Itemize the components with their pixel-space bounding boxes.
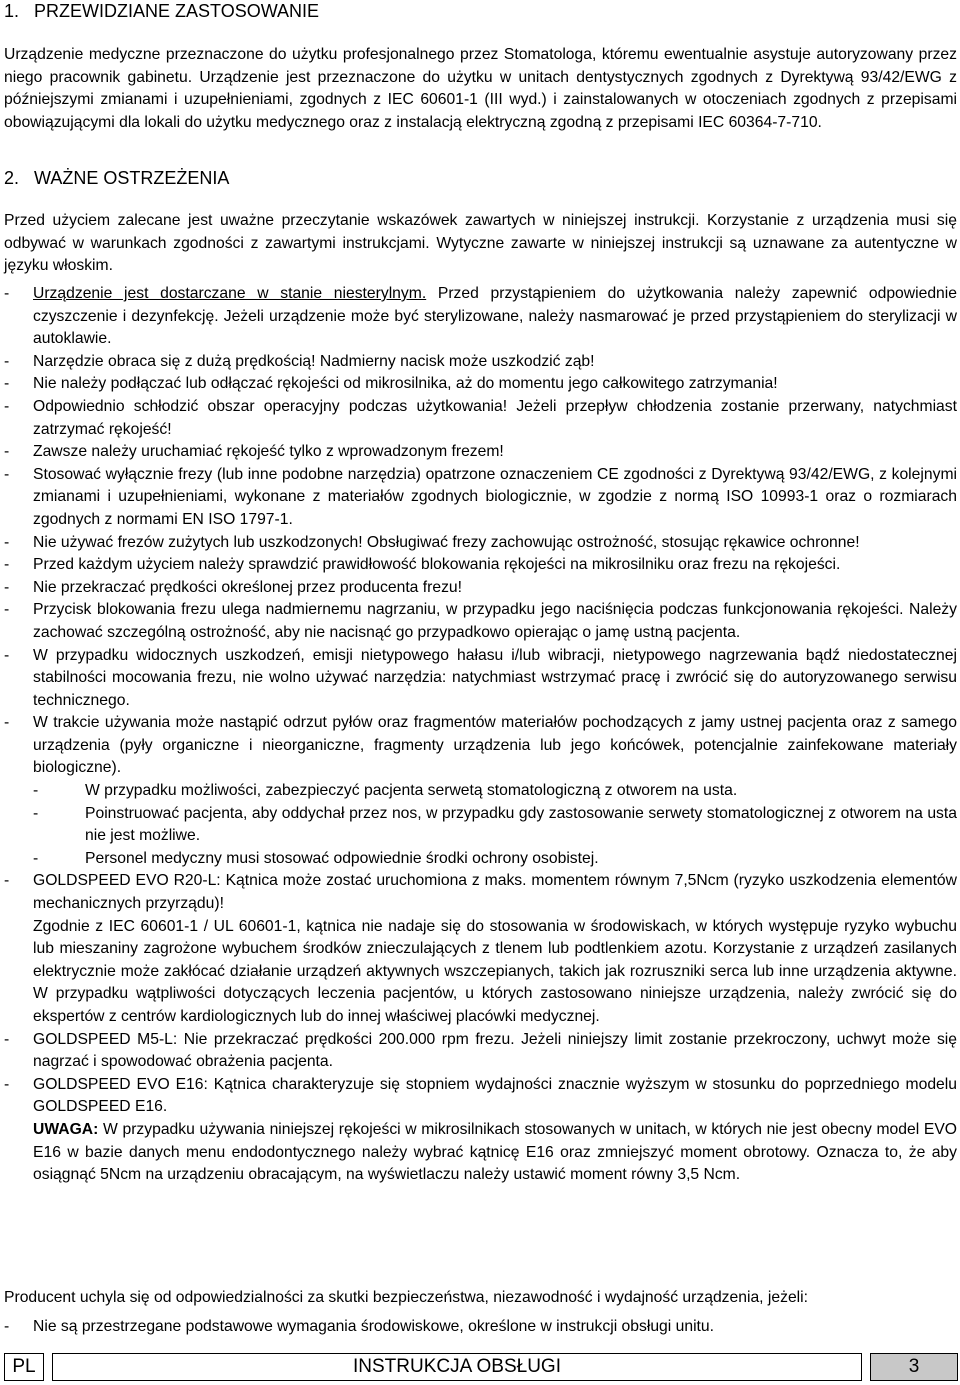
section-1-heading: 1. PRZEWIDZIANE ZASTOSOWANIE — [4, 1, 320, 21]
sub-list-item-text: W przypadku możliwości, zabezpieczyć pacjenta serwetą stomatologiczną z otworem na usta. — [85, 782, 738, 800]
list-item-text: W trakcie używania może nastąpić odrzut pyłów oraz fragmentów materiałów pochodzących z jamy ustnej pacjenta oraz z samego urządzenia (pyły organiczne i nieorganiczne, fragmenty urządzenia lub jego końcówek, potencjalnie zainfekowane materiały biologiczne). — [33, 714, 957, 777]
list-item-text: Stosować wyłącznie frezy (lub inne podobne narzędzia) opatrzone oznaczeniem CE zgodności z Dyrektywą 93/42/EWG, z kolejnymi zmianami i uzupełnieniami, wykonane z materiałów zgodnych biologicznie, w zgodzie z normą ISO 10993-1 oraz o rozmiarach zgodnych z normami EN ISO 1797-1. — [33, 465, 957, 528]
list-dash: - — [33, 782, 39, 800]
list-item — [4, 645, 957, 713]
sub-list-item-text: Poinstruować pacjenta, aby oddychał przez nos, w przypadku gdy zastosowanie serwety stomatologicznej z otworem na usta nie jest możliwe. — [85, 804, 957, 845]
list-dash: - — [4, 1075, 10, 1093]
list-item-text: Nie są przestrzegane podstawowe wymagania środowiskowe, określone w instrukcji obsługi unitu. — [33, 1318, 714, 1335]
list-item-text: Przed przystąpieniem do użytkowania należy zapewnić odpowiednie czyszczenie i dezynfekcję. Jeżeli urządzenie może być sterylizowane, należy nasmarować je przed przystąpieniem do sterylizacji w autoklawie. — [33, 285, 957, 348]
footer-title: INSTRUKCJA OBSŁUGI — [52, 1353, 862, 1381]
list-item — [4, 283, 957, 351]
list-item — [4, 464, 957, 532]
list-dash: - — [4, 285, 10, 302]
list-dash: - — [4, 465, 10, 483]
warnings-intro-paragraph: Przed użyciem zalecane jest uważne przeczytanie wskazówek zawartych w niniejszej instrukcji. Korzystanie z urządzenia musi się odbywać w warunkach zgodności z zawartymi instrukcjami. Wytyczne zawarte w niniejszej instrukcji są uznawane za autentyczne w języku włoskim. — [4, 212, 957, 275]
footer-language: PL — [4, 1353, 44, 1381]
list-item — [4, 577, 957, 600]
list-item-text: W przypadku używania niniejszej rękojeści w mikrosilnikach stosowanych w unitach, w których nie jest obecny model EVO E16 w bazie danych menu endodontycznego należy wybrać kątnicę E16 oraz zmniejszyć moment obrotowy. Oznacza to, że aby osiągnąć 5Ncm na urządzeniu obracającym, na wyświetlaczu należy ustawić moment równy 3,5 Ncm. — [33, 1120, 957, 1184]
list-dash: - — [4, 443, 10, 461]
list-item-text: Nie należy podłączać lub odłączać rękojeści od mikrosilnika, aż do momentu jego całkowitego zatrzymania! — [33, 375, 778, 393]
list-item-continuation: Zgodnie z IEC 60601-1 / UL 60601-1, kątnica nie nadaje się do stosowania w środowiskach, w których występuje ryzyko wybuchu lub mieszaniny zagrożone wybuchem środków znieczulających z tlenem lub podtlenkiem azotu. Korzystanie z urządzeń zasilanych elektrycznie może zakłócać działanie urządzeń aktywnych wszczepianych, takich jak rozruszniki serca lub inne urządzenia aktywne. W przypadku wątpliwości dotyczących leczenia pacjentów, u których zastosowano niniejsze urządzenia, należy zwrócić się do ekspertów z centrów kardiologicznych lub do innej właściwej placówki medycznej. — [33, 917, 957, 1025]
list-dash: - — [4, 714, 10, 732]
list-item-text: GOLDSPEED EVO E16: Kątnica charakteryzuje się stopniem wydajności znacznie wyższym w stosunku do poprzedniego modelu GOLDSPEED E16. — [33, 1075, 957, 1116]
sub-list-item-text: Personel medyczny musi stosować odpowiednie środki ochrony osobistej. — [85, 849, 599, 867]
list-dash: - — [4, 352, 10, 370]
sub-list-item — [4, 803, 957, 848]
list-item — [4, 1316, 960, 1339]
list-item — [4, 441, 957, 464]
list-dash: - — [4, 1318, 10, 1335]
list-dash: - — [33, 849, 39, 867]
list-dash: - — [4, 375, 10, 393]
list-item — [4, 1029, 957, 1074]
list-item — [4, 1074, 957, 1119]
list-dash: - — [33, 804, 39, 822]
list-item — [4, 712, 957, 780]
warning-label: UWAGA: — [33, 1120, 99, 1138]
page-footer — [0, 1353, 960, 1383]
producer-disclaimer: Producent uchyla się od odpowiedzialności za skutki bezpieczeństwa, niezawodność i wydajność urządzenia, jeżeli: — [4, 1289, 808, 1306]
section-2-heading: 2. WAŻNE OSTRZEŻENIA — [4, 168, 230, 188]
list-item — [4, 532, 957, 555]
list-item-text: Przycisk blokowania frezu ulega nadmiernemu nagrzaniu, w przypadku jego naciśnięcia podczas funkcjonowania rękojeści. Należy zachować szczególną ostrożność, aby nie nacisnąć go przypadkowo opierając o jamę ustną pacjenta. — [33, 601, 957, 641]
list-item-text: GOLDSPEED M5-L: Nie przekraczać prędkości 200.000 rpm frezu. Jeżeli niniejszy limit zostanie przekroczony, uchwyt może się nagrzać i spowodować obrażenia pacjenta. — [33, 1030, 957, 1071]
list-item — [4, 554, 957, 577]
list-item-text: Odpowiednio schłodzić obszar operacyjny podczas użytkowania! Jeżeli przepływ chłodzenia zostanie przerwany, natychmiast zatrzymać rękojeść! — [33, 397, 957, 438]
list-item-text: Nie używać frezów zużytych lub uszkodzonych! Obsługiwać frezy zachowując ostrożność, stosując rękawice ochronne! — [33, 533, 860, 551]
list-dash: - — [4, 1030, 10, 1048]
list-dash: - — [4, 872, 10, 890]
list-dash: - — [4, 578, 10, 596]
list-item — [4, 870, 957, 915]
list-dash: - — [4, 601, 10, 619]
list-item-text: Zawsze należy uruchamiać rękojeść tylko z wprowadzonym frezem! — [33, 443, 504, 461]
non-sterile-notice: Urządzenie jest dostarczane w stanie niesterylnym. — [33, 285, 427, 302]
sub-list-item — [4, 848, 957, 871]
list-dash: - — [4, 556, 10, 574]
list-dash: - — [4, 533, 10, 551]
list-item-text: GOLDSPEED EVO R20-L: Kątnica może zostać uruchomiona z maks. momentem równym 7,5Ncm (ryzyko uszkodzenia elementów mechanicznych przyrządu)! — [33, 872, 957, 913]
list-item-text: Nie przekraczać prędkości określonej przez producenta frezu! — [33, 578, 462, 596]
list-item — [4, 351, 957, 374]
list-item-text: W przypadku widocznych uszkodzeń, emisji nietypowego hałasu i/lub wibracji, nietypowego nagrzewania bądź niedostatecznej stabilności mocowania frezu, nie wolno używać narzędzia: natychmiast wstrzymać pracę i zwrócić się do autoryzowanego serwisu technicznego. — [33, 646, 957, 709]
list-item-text: Przed każdym użyciem należy sprawdzić prawidłowość blokowania rękojeści na mikrosilniku oraz frezu na rękojeści. — [33, 556, 841, 574]
intended-use-paragraph: Urządzenie medyczne przeznaczone do użytku profesjonalnego przez Stomatologa, któremu ewentualnie asystuje autoryzowany przez niego pracownik gabinetu. Urządzenie jest przeznaczone do użytku w unitach dentystycznych zgodnych z Dyrektywą 93/42/EWG z późniejszymi zmianami i uzupełnieniami, zgodnych z IEC 60601-1 (III wyd.) i zainstalowanych w otoczeniach zgodnych z przepisami obowiązującymi dla lokali do użytku medycznego oraz z instalacją elektryczną zgodną z przepisami IEC 60364-7-710. — [4, 46, 957, 131]
warnings-list — [4, 283, 957, 1187]
sub-list-item — [4, 780, 957, 803]
list-item — [4, 599, 957, 644]
list-dash: - — [4, 397, 10, 415]
list-item-text: Narzędzie obraca się z dużą prędkością! Nadmierny nacisk może uszkodzić ząb! — [33, 352, 595, 370]
list-item — [4, 373, 957, 396]
list-dash: - — [4, 646, 10, 664]
footer-page-number: 3 — [870, 1353, 958, 1381]
list-item — [4, 396, 957, 441]
list-item-continuation — [4, 1119, 957, 1187]
